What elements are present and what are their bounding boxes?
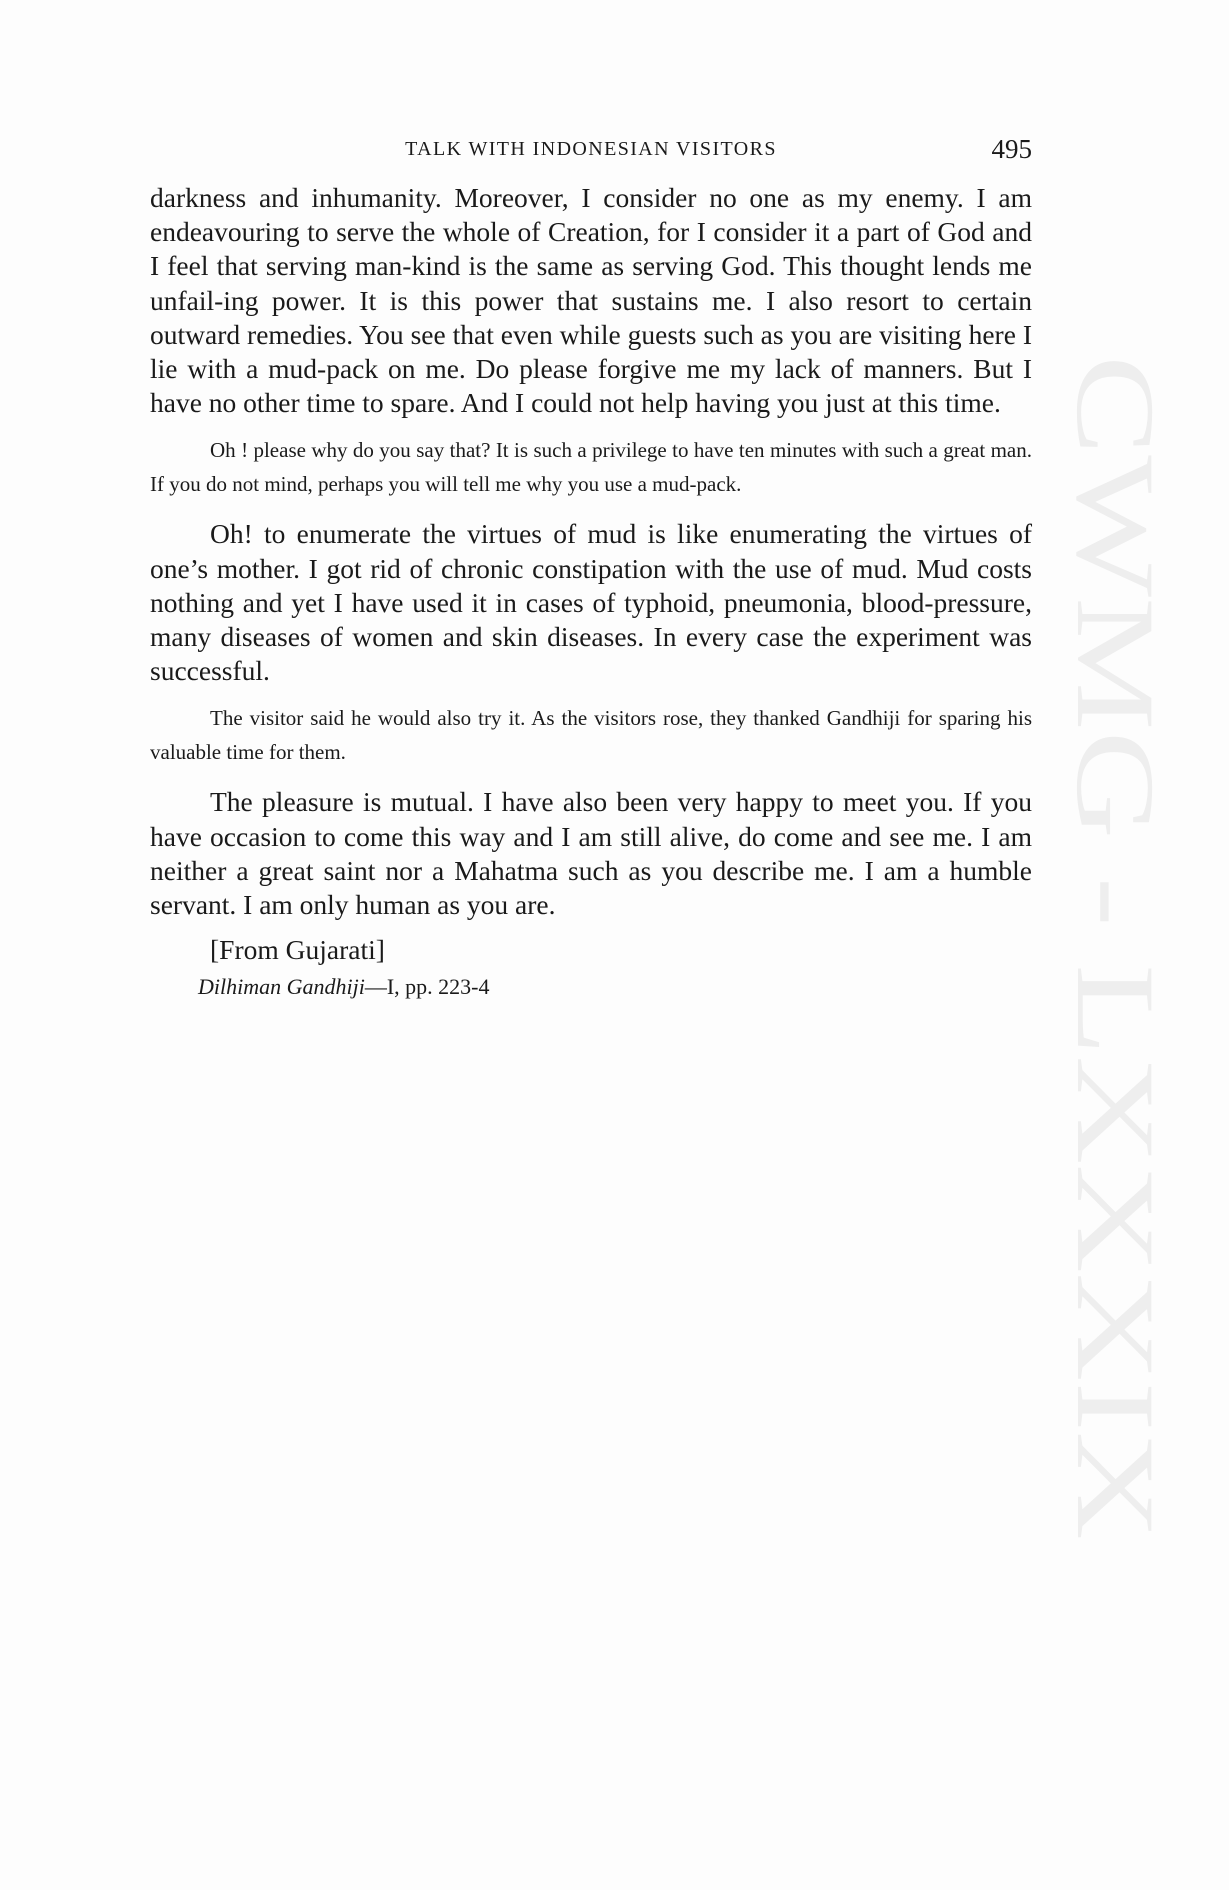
- citation-title: Dilhiman Gandhiji: [198, 974, 365, 1000]
- source-citation: [198, 971, 1032, 1003]
- source-language-note: [From Gujarati]: [210, 934, 385, 966]
- citation-rest: —I, pp. 223-4: [364, 974, 490, 1000]
- watermark: [1048, 355, 1177, 1540]
- running-head: [150, 134, 1032, 170]
- paragraph-gandhi-reply-1: darkness and inhumanity. Moreover, I consider no one as my enemy. I am endeavouring to serve the whole of Creation, for I consider it a part of God and I feel that serving man-kind is the same as serving God. This thought lends me unfail-ing power. It is this power that sustains me. I also resort to certain outward remedies. You see that even while guests such as you are visiting here I lie with a mud-pack on me. Do please forgive me my lack of manners. But I have no other time to spare. And I could not help having you just at this time.: [150, 182, 1032, 419]
- running-title: TALK WITH INDONESIAN VISITORS: [405, 138, 777, 160]
- watermark-text: CWMG - LXXXIX: [1053, 355, 1177, 1239]
- paragraph-narration: The visitor said he would also try it. As the visitors rose, they thanked Gandhiji for sparing his valuable time for them.: [150, 706, 1032, 764]
- paragraph-gandhi-reply-3: The pleasure is mutual. I have also been very happy to meet you. If you have occasion to come this way and I am still alive, do come and see me. I am neither a great saint nor a Mahatma such as you describe me. I am a humble servant. I am only human as you are.: [150, 786, 1032, 921]
- body-text: [150, 181, 1032, 1003]
- paragraph-gandhi-reply-2: Oh! to enumerate the virtues of mud is like enumerating the virtues of one’s mother. I got rid of chronic constipation with the use of mud. Mud costs nothing and yet I have used it in cases of typhoid, pneumonia, blood-pressure, many diseases of women and skin diseases. In every case the experiment was successful.: [150, 518, 1032, 687]
- paragraph-visitor-question: Oh ! please why do you say that? It is such a privilege to have ten minutes with such a great man. If you do not mind, perhaps you will tell me why you use a mud-pack.: [150, 438, 1032, 496]
- page-number: 495: [991, 134, 1032, 164]
